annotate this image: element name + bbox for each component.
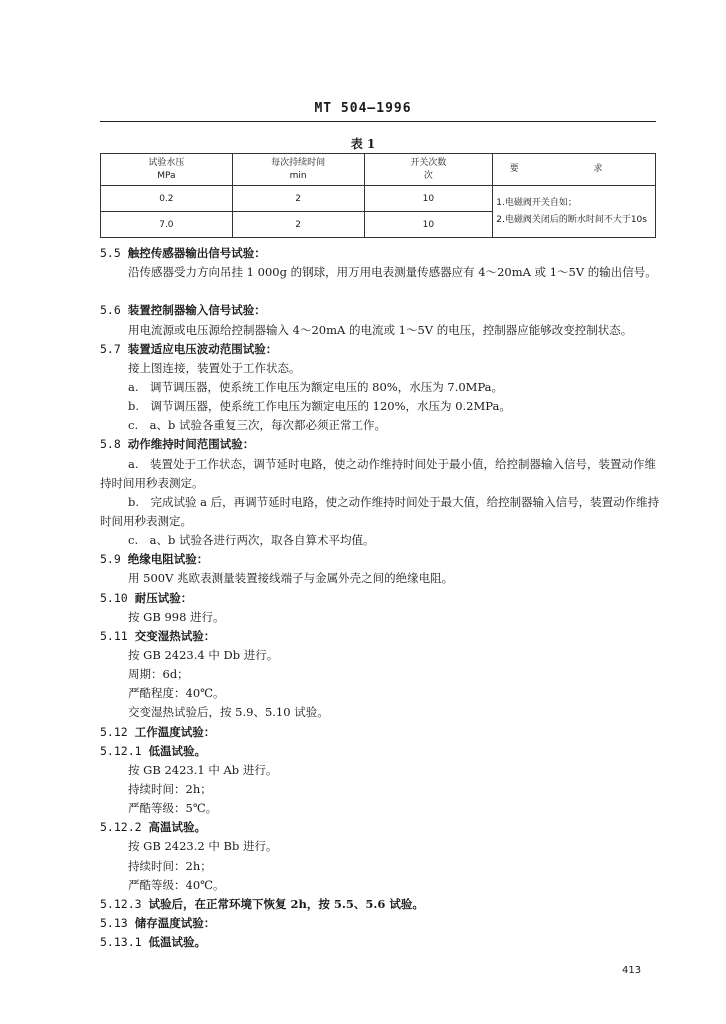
section-5-10-body: 按 GB 998 进行。 bbox=[128, 609, 225, 624]
col-header-duration: 每次持续时间 min bbox=[232, 154, 364, 186]
section-5-12-3-heading: 5.12.3 试验后，在正常环境下恢复 2h，按 5.5、5.6 试验。 bbox=[100, 896, 424, 911]
col-header-requirement: 要 求 bbox=[493, 154, 656, 186]
section-5-11-line: 严酷程度：40℃。 bbox=[128, 686, 225, 701]
section-5-12-2-line: 持续时间：2h； bbox=[128, 858, 212, 873]
section-5-12-1-line: 按 GB 2423.1 中 Ab 进行。 bbox=[128, 762, 278, 777]
cell-pressure: 0.2 bbox=[101, 186, 233, 212]
section-5-7-item-b: b. 调节调压器，使系统工作电压为额定电压的 120%，水压为 0.2MPa。 bbox=[128, 399, 511, 414]
test-table bbox=[100, 153, 656, 238]
cell-pressure: 7.0 bbox=[101, 212, 233, 238]
page-number: 413 bbox=[622, 965, 642, 976]
section-5-12-2-line: 严酷等级：40℃。 bbox=[128, 877, 225, 892]
section-5-6-heading: 5.6 装置控制器输入信号试验： bbox=[100, 303, 266, 318]
section-5-11-heading: 5.11 交变湿热试验： bbox=[100, 628, 216, 643]
section-5-8-item-c: c. a、b 试验各进行两次，取各自算术平均值。 bbox=[128, 533, 375, 548]
section-5-5-heading: 5.5 触控传感器输出信号试验： bbox=[100, 246, 266, 260]
body-text bbox=[100, 244, 660, 952]
requirement-1: 1.电磁阀开关自如； bbox=[496, 197, 577, 208]
section-5-12-heading: 5.12 工作温度试验： bbox=[100, 724, 216, 739]
col-header-pressure: 试验水压 MPa bbox=[101, 154, 233, 186]
section-5-7-item-c: c. a、b 试验各重复三次，每次都必须正常工作。 bbox=[128, 418, 386, 433]
section-5-7-intro: 接上图连接，装置处于工作状态。 bbox=[128, 360, 301, 375]
cell-requirement bbox=[493, 186, 656, 238]
section-5-12-1-heading: 5.12.1 低温试验。 bbox=[100, 743, 207, 758]
section-5-12-1-line: 持续时间：2h； bbox=[128, 781, 212, 796]
section-5-10-heading: 5.10 耐压试验： bbox=[100, 590, 193, 605]
cell-count: 10 bbox=[364, 212, 493, 238]
section-5-7-heading: 5.7 装置适应电压波动范围试验： bbox=[100, 341, 278, 356]
section-5-5-body: 沿传感器受力方向吊挂 1 000g 的钢球，用万用电表测量传感器应有 4～20mA 或 1～5V 的输出信号。 bbox=[128, 265, 657, 280]
section-5-12-2-line: 按 GB 2423.2 中 Bb 进行。 bbox=[128, 839, 278, 854]
table-header-row bbox=[101, 154, 656, 186]
cell-duration: 2 bbox=[232, 212, 364, 238]
section-5-11-line: 交变湿热试验后，按 5.9、5.10 试验。 bbox=[128, 705, 329, 720]
section-5-13-1-heading: 5.13.1 低温试验。 bbox=[100, 935, 207, 950]
section-5-9-heading: 5.9 绝缘电阻试验： bbox=[100, 552, 209, 567]
table-row bbox=[101, 186, 656, 212]
requirement-2: 2.电磁阀关闭后的断水时间不大于10s bbox=[496, 214, 647, 225]
section-5-7-item-a: a. 调节调压器，使系统工作电压为额定电压的 80%，水压为 7.0MPa。 bbox=[128, 380, 504, 394]
section-5-8-item-b: b. 完成试验 a 后，再调节延时电路，使之动作维持时间处于最大值，给控制器输入信号，装置动作维持时间用秒表测定。 bbox=[100, 494, 660, 529]
header-rule bbox=[100, 121, 656, 122]
section-5-8-item-a: a. 装置处于工作状态，调节延时电路，使之动作维持时间处于最小值，给控制器输入信号，装置动作维持时间用秒表测定。 bbox=[100, 456, 657, 490]
table-title: 表 1 bbox=[350, 137, 376, 151]
cell-duration: 2 bbox=[232, 186, 364, 212]
section-5-12-1-line: 严酷等级：5℃。 bbox=[128, 801, 218, 816]
section-5-11-line: 按 GB 2423.4 中 Db 进行。 bbox=[128, 648, 279, 662]
cell-count: 10 bbox=[364, 186, 493, 212]
section-5-11-line: 周期：6d； bbox=[128, 667, 189, 682]
document-header: MT 504—1996 bbox=[314, 101, 412, 116]
section-5-9-body: 用 500V 兆欧表测量装置接线端子与金属外壳之间的绝缘电阻。 bbox=[128, 571, 454, 586]
section-5-6-body: 用电流源或电压源给控制器输入 4～20mA 的电流或 1～5V 的电压，控制器应能够改变控制状态。 bbox=[128, 322, 633, 337]
section-5-8-heading: 5.8 动作维持时间范围试验： bbox=[100, 437, 255, 452]
section-5-12-2-heading: 5.12.2 高温试验。 bbox=[100, 820, 207, 835]
section-5-13-heading: 5.13 储存温度试验： bbox=[100, 915, 216, 930]
col-header-count: 开关次数 次 bbox=[364, 154, 493, 186]
